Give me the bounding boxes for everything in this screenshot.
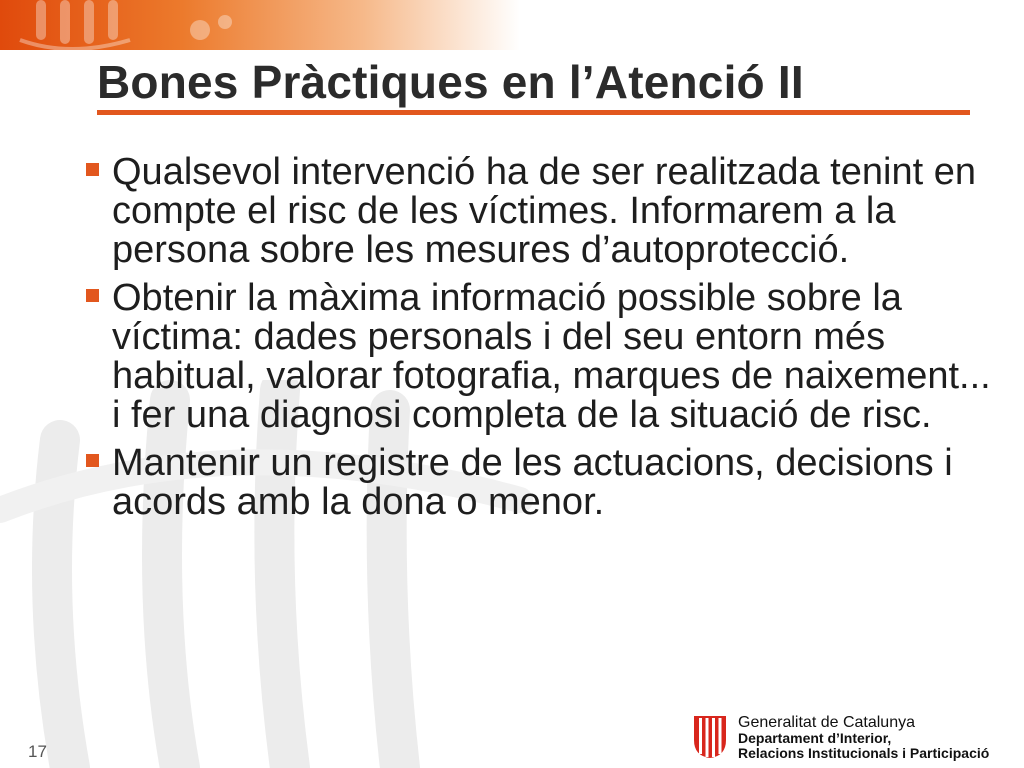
bullet-item: [82, 444, 1002, 522]
banner-emblem-icon: [0, 0, 520, 50]
square-bullet-icon: [86, 163, 99, 176]
bullet-text: Obtenir la màxima informació possible sobre la víctima: dades personals i del seu entorn més habitual, valorar fotografia, marques de naixement... i fer una diagnosi completa de la situació de risc.: [112, 277, 991, 436]
footer-org-text: [738, 714, 989, 761]
org-name: Generalitat de Catalunya: [738, 714, 915, 731]
footer-logo: [690, 712, 1020, 762]
bullet-item: [82, 279, 1002, 435]
generalitat-emblem-icon: [690, 714, 730, 760]
department-subtitle: Relacions Institucionals i Participació: [738, 745, 990, 761]
bullet-text: Mantenir un registre de les actuacions, decisions i acords amb la dona o menor.: [112, 442, 953, 523]
square-bullet-icon: [86, 454, 99, 467]
slide-title: Bones Pràctiques en l’Atenció II: [97, 56, 804, 108]
bullet-text: Qualsevol intervenció ha de ser realitzada tenint en compte el risc de les víctimes. Informarem a la persona sobre les mesures d’autoprotecció.: [112, 151, 976, 271]
bullet-item: [82, 153, 1002, 270]
square-bullet-icon: [86, 289, 99, 302]
page-number: 17: [28, 742, 47, 761]
header-banner: [0, 0, 520, 50]
bullet-list: [82, 153, 1002, 531]
title-underline: [97, 110, 970, 115]
department-name: Departament d’Interior,: [738, 730, 892, 746]
